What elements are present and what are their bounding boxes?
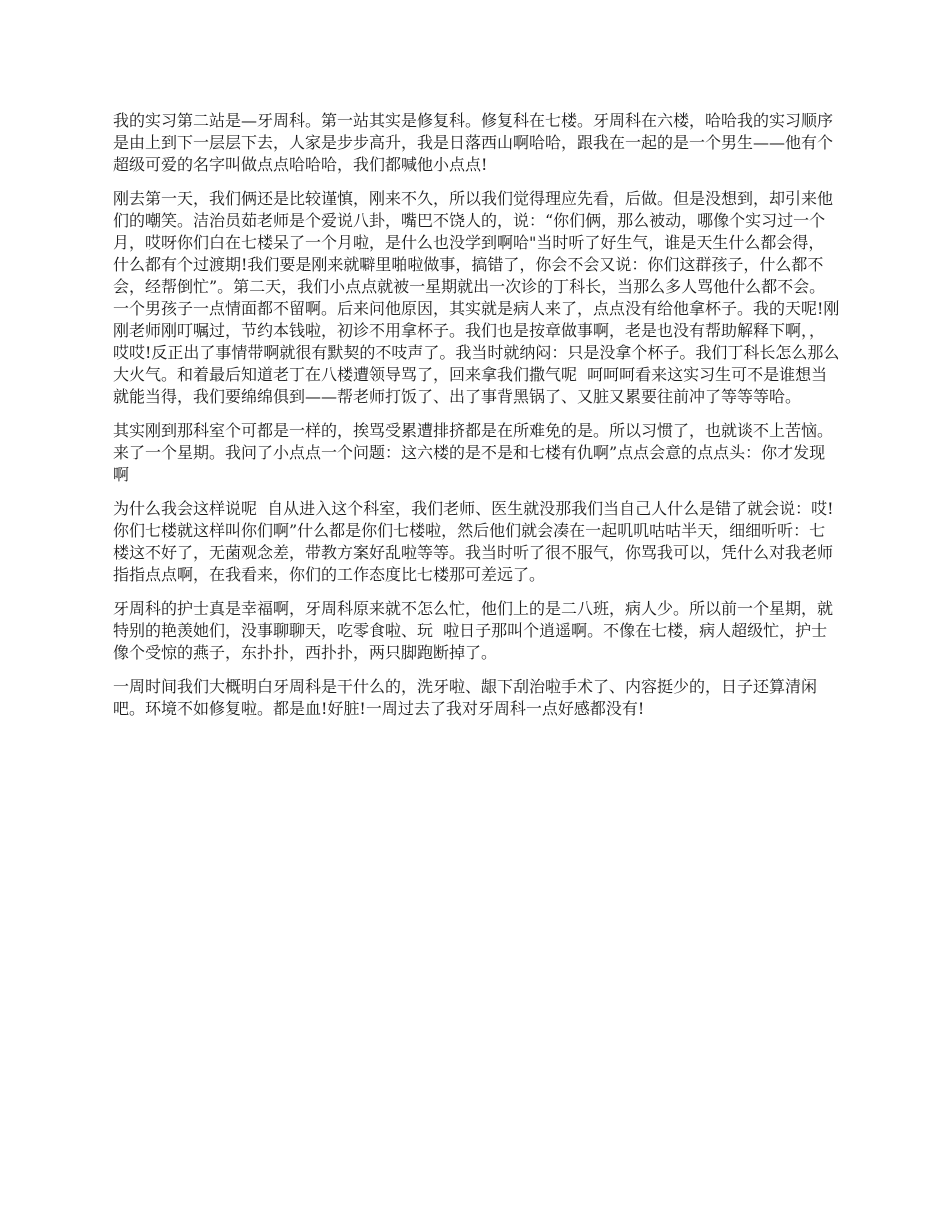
paragraph-6: 一周时间我们大概明白牙周科是干什么的，洗牙啦、龈下刮治啦手术了、内容挺少的，日子还算清闲吧。环境不如修复啦。都是血!好脏!一周过去了我对牙周科一点好感都没有! [113, 677, 818, 718]
paragraph-3: 其实刚到那科室个可都是一样的，挨骂受累遭排挤都是在所难免的是。所以习惯了，也就谈不上苦恼。来了一个星期。我问了小点点一个问题：这六楼的是不是和七楼有仇啊”点点会意的点点头：你才发现啊 [113, 421, 834, 484]
paragraph-5: 牙周科的护士真是幸福啊，牙周科原来就不怎么忙，他们上的是二八班，病人少。所以前一个星期，就特别的艳羡她们，没事聊聊天，吃零食啦、玩 啦日子那叫个逍遥啊。不像在七楼，病人超级忙，护士像个受惊的燕子，东扑扑，西扑扑，两只脚跑断掉了。 [113, 599, 834, 662]
paragraph-2: 刚去第一天，我们俩还是比较谨慎，刚来不久，所以我们觉得理应先看，后做。但是没想到，却引来他们的嘲笑。洁治员茹老师是个爱说八卦，嘴巴不饶人的，说：“你们俩，那么被动，哪像个实习过一个月，哎呀你们白在七楼呆了一个月啦，是什么也没学到啊哈"当时听了好生气，谁是天生什么都会得，什么都有个过渡期!我们要是刚来就噼里啪啦做事，搞错了，你会不会又说：你们这群孩子，什么都不会，经帮倒忙”。第二天，我们小点点就被一星期就出一次诊的丁科长，当那么多人骂他什么都不会。一个男孩子一点情面都不留啊。后来问他原因，其实就是病人来了，点点没有给他拿杯子。我的天呢!刚刚老师刚叮嘱过，节约本钱啦，初诊不用拿杯子。我们也是按章做事啊，老是也没有帮助解释下啊，，哎哎!反正出了事情带啊就很有默契的不吱声了。我当时就纳闷：只是没拿个杯子。我们丁科长怎么那么大火气。和着最后知道老丁在八楼遭领导骂了，回来拿我们撒气呢 呵呵呵看来这实习生可不是谁想当就能当得，我们要绵绵俱到——帮老师打饭了、出了事背黑锅了、又脏又累要往前冲了等等等哈。 [113, 189, 840, 406]
document-body [113, 110, 840, 732]
paragraph-4: 为什么我会这样说呢 自从进入这个科室，我们老师、医生就没那我们当自己人什么是错了就会说：哎!你们七楼就这样叫你们啊”什么都是你们七楼啦，然后他们就会凑在一起叽叽咕咕半天，细细听听：七楼这不好了，无菌观念差，带教方案好乱啦等等。我当时听了很不服气，你骂我可以，凭什么对我老师指指点点啊，在我看来，你们的工作态度比七楼那可差远了。 [113, 499, 834, 584]
paragraph-1: 我的实习第二站是—牙周科。第一站其实是修复科。修复科在七楼。牙周科在六楼，哈哈我的实习顺序是由上到下一层层下去，人家是步步高升，我是日落西山啊哈哈，跟我在一起的是一个男生——他有个超级可爱的名字叫做点点哈哈哈，我们都喊他小点点! [113, 111, 834, 174]
